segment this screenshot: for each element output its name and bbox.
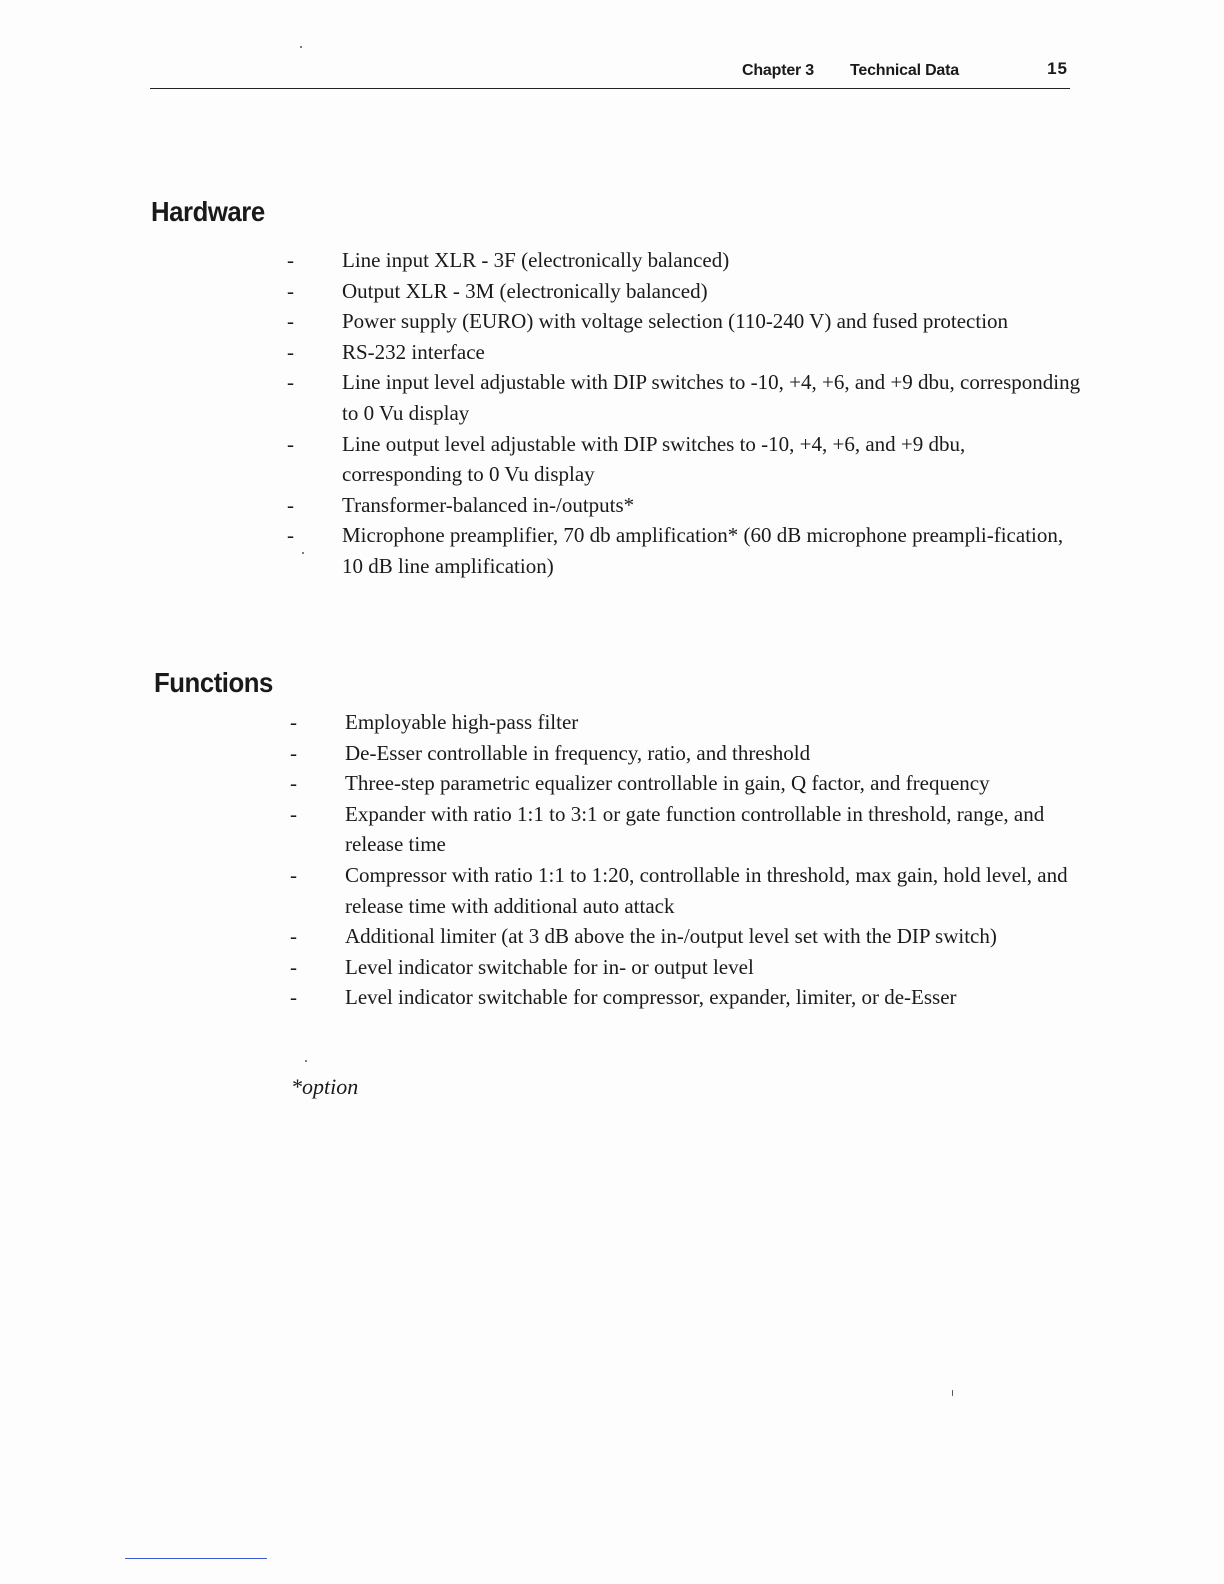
list-item-text: Compressor with ratio 1:1 to 1:20, controllable in threshold, max gain, hold level, and release time with additional auto attack [345, 862, 1068, 918]
bullet-dash: - [287, 492, 294, 517]
bullet-dash: - [287, 370, 294, 395]
list-item-text: Additional limiter (at 3 dB above the in-/output level set with the DIP switch) [345, 924, 997, 949]
hardware-list [285, 245, 1085, 582]
list-item [288, 921, 1088, 952]
list-item [285, 337, 1085, 368]
list-item-text: Expander with ratio 1:1 to 3:1 or gate function controllable in threshold, range, and release time [345, 801, 1045, 857]
list-item [285, 520, 1085, 581]
list-item [288, 860, 1088, 921]
scan-speck [952, 1390, 953, 1396]
list-item-text: Output XLR - 3M (electronically balanced) [342, 278, 708, 303]
bullet-dash: - [290, 985, 297, 1010]
functions-heading: Functions [154, 667, 273, 698]
list-item [285, 276, 1085, 307]
list-item-text: RS-232 interface [342, 339, 485, 364]
list-item [285, 306, 1085, 337]
list-item-text: Level indicator switchable for in- or output level [345, 954, 754, 979]
bullet-dash: - [287, 523, 294, 548]
list-item-text: Employable high-pass filter [345, 710, 579, 734]
list-item-text: De-Esser controllable in frequency, ratio, and threshold [345, 740, 811, 765]
list-item-text: Microphone preamplifier, 70 db amplification* (60 dB microphone preampli-fication, 10 dB line amplification) [342, 523, 1064, 578]
list-item [288, 738, 1088, 769]
list-item-text: Transformer-balanced in-/outputs* [342, 492, 635, 517]
bottom-rule [125, 1558, 267, 1559]
bullet-dash: - [290, 710, 297, 734]
bullet-dash: - [287, 431, 294, 456]
bullet-dash: - [290, 801, 297, 826]
scan-speck [305, 1060, 307, 1062]
list-item-text: Level indicator switchable for compressor, expander, limiter, or de-Esser [345, 985, 957, 1010]
list-item [288, 707, 1088, 738]
list-item-text: Power supply (EURO) with voltage selection (110-240 V) and fused protection [342, 309, 1009, 334]
bullet-dash: - [287, 339, 294, 364]
list-item [285, 429, 1085, 490]
list-item [288, 768, 1088, 799]
list-item-text: Three-step parametric equalizer controllable in gain, Q factor, and frequency [345, 771, 990, 796]
list-item [288, 952, 1088, 983]
list-item-text: Line input XLR - 3F (electronically balanced) [342, 248, 730, 272]
section-title: Technical Data [850, 62, 959, 79]
bullet-dash: - [290, 954, 297, 979]
page-number: 15 [1047, 59, 1068, 78]
bullet-dash: - [290, 771, 297, 796]
list-item [288, 799, 1088, 860]
bullet-dash: - [290, 740, 297, 765]
hardware-heading: Hardware [151, 196, 265, 227]
list-item [285, 490, 1085, 521]
bullet-dash: - [287, 309, 294, 334]
list-item [285, 367, 1085, 428]
functions-list [288, 707, 1088, 1013]
chapter-label: Chapter 3 [742, 62, 814, 79]
scan-speck [302, 552, 304, 554]
list-item-text: Line output level adjustable with DIP switches to -10, +4, +6, and +9 dbu, corresponding to 0 Vu display [342, 431, 966, 487]
scan-speck [300, 46, 302, 48]
bullet-dash: - [287, 248, 294, 272]
list-item [285, 245, 1085, 276]
bullet-dash: - [290, 924, 297, 949]
list-item-text: Line input level adjustable with DIP switches to -10, +4, +6, and +9 dbu, corresponding to 0 Vu display [342, 370, 1081, 425]
bullet-dash: - [287, 278, 294, 303]
footnote: *option [291, 1074, 359, 1099]
running-header [150, 56, 1070, 89]
list-item [288, 982, 1088, 1013]
bullet-dash: - [290, 862, 297, 887]
